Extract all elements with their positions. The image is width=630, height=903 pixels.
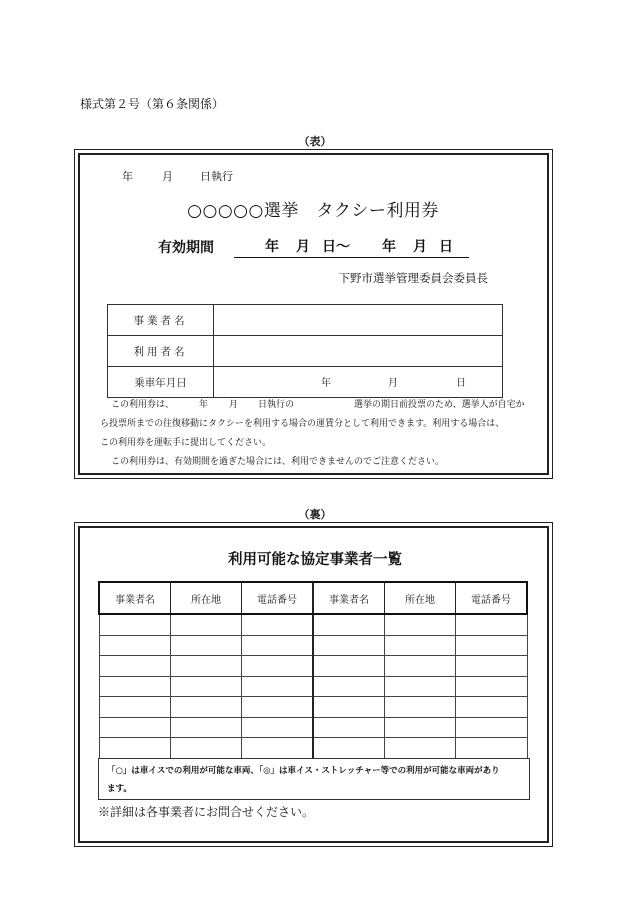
notice-line-1e: 選挙の期日前投票のため、選挙人が自宅か xyxy=(354,400,525,410)
table-cell[interactable] xyxy=(313,697,385,718)
table-cell[interactable] xyxy=(313,635,385,656)
table-row xyxy=(99,656,527,677)
vehicle-legend xyxy=(98,758,530,800)
table-row xyxy=(99,614,527,635)
legend-line-2: ます。 xyxy=(107,784,132,794)
operator-name-field[interactable] xyxy=(214,305,503,336)
ride-day-label: 日 xyxy=(456,378,466,389)
table-cell[interactable] xyxy=(313,656,385,677)
notice-line-1d: 日執行の xyxy=(258,400,295,410)
table-cell[interactable] xyxy=(456,656,528,677)
table-cell[interactable] xyxy=(313,676,385,697)
operator-name-label: 事業者名 xyxy=(108,305,214,336)
ride-year-label: 年 xyxy=(321,378,331,389)
table-cell[interactable] xyxy=(456,697,528,718)
table-cell[interactable] xyxy=(385,697,456,718)
table-cell[interactable] xyxy=(99,697,171,718)
table-row xyxy=(108,305,503,336)
table-cell[interactable] xyxy=(99,676,171,697)
validity-start-day: 日～ xyxy=(322,239,350,255)
validity-start-month: 月 xyxy=(296,239,310,255)
table-cell[interactable] xyxy=(456,614,528,635)
table-cell[interactable] xyxy=(99,717,171,738)
notice-line-3: この利用券を運転手に提出してください。 xyxy=(100,438,272,448)
ride-month-label: 月 xyxy=(388,378,398,389)
operators-table xyxy=(98,581,528,759)
validity-label: 有効期間 xyxy=(158,240,214,256)
issue-month-label: 月 xyxy=(162,170,173,183)
table-cell[interactable] xyxy=(99,738,171,759)
table-row xyxy=(108,367,503,398)
notice-line-1c: 月 xyxy=(229,400,239,410)
notice-line-4: この利用券は、有効期間を過ぎた場合には、利用できませんのでご注意ください。 xyxy=(111,457,445,467)
table-cell[interactable] xyxy=(385,656,456,677)
table-row xyxy=(99,717,527,738)
table-cell[interactable] xyxy=(385,676,456,697)
form-number: 様式第２号（第６条関係） xyxy=(80,97,225,111)
table-cell[interactable] xyxy=(99,614,171,635)
user-name-field[interactable] xyxy=(214,336,503,367)
legend-line-1: 「○」は車イスでの利用が可能な車両、「◎」は車イス・ストレッチャー等での利用が可能な車両があり xyxy=(107,766,500,776)
table-cell[interactable] xyxy=(242,656,314,677)
table-cell[interactable] xyxy=(171,676,242,697)
issue-day-label: 日執行 xyxy=(200,170,233,183)
column-operator-name: 事業者名 xyxy=(99,582,171,614)
table-cell[interactable] xyxy=(99,656,171,677)
table-cell[interactable] xyxy=(171,697,242,718)
table-cell[interactable] xyxy=(313,738,385,759)
ticket-info-table xyxy=(107,304,503,398)
table-row xyxy=(108,336,503,367)
table-cell[interactable] xyxy=(242,635,314,656)
table-cell[interactable] xyxy=(171,614,242,635)
table-row xyxy=(99,676,527,697)
table-row xyxy=(99,635,527,656)
notice-line-1b: 年 xyxy=(199,400,209,410)
table-row xyxy=(99,697,527,718)
table-header-row xyxy=(99,582,527,614)
table-cell[interactable] xyxy=(242,697,314,718)
table-cell[interactable] xyxy=(385,738,456,759)
validity-period xyxy=(234,236,469,258)
validity-end-day: 日 xyxy=(439,239,453,255)
table-cell[interactable] xyxy=(385,614,456,635)
table-cell[interactable] xyxy=(171,738,242,759)
validity-end-year: 年 xyxy=(382,239,396,255)
table-cell[interactable] xyxy=(313,717,385,738)
notice-line-2: ら投票所までの往復移動にタクシーを利用する場合の運賃分として利用できます。利用する場合は、 xyxy=(100,419,505,429)
column-operator-name-2: 事業者名 xyxy=(313,582,385,614)
table-cell[interactable] xyxy=(456,738,528,759)
table-row xyxy=(99,738,527,759)
table-cell[interactable] xyxy=(171,656,242,677)
ticket-title: ○○○○○選挙 タクシー利用券 xyxy=(187,201,439,221)
contact-footnote: ※詳細は各事業者にお問合せください。 xyxy=(98,805,315,819)
operators-list-title: 利用可能な協定事業者一覧 xyxy=(228,552,402,568)
table-cell[interactable] xyxy=(385,635,456,656)
user-name-label: 利用者名 xyxy=(108,336,214,367)
validity-end-month: 月 xyxy=(413,239,427,255)
table-cell[interactable] xyxy=(242,676,314,697)
back-side-label: （裏） xyxy=(298,508,332,521)
table-cell[interactable] xyxy=(242,717,314,738)
column-address-2: 所在地 xyxy=(385,582,456,614)
table-cell[interactable] xyxy=(456,676,528,697)
table-cell[interactable] xyxy=(456,717,528,738)
table-cell[interactable] xyxy=(242,614,314,635)
column-phone-2: 電話番号 xyxy=(456,582,528,614)
ride-date-label: 乗車年月日 xyxy=(108,367,214,398)
table-cell[interactable] xyxy=(456,635,528,656)
notice-line-1a: この利用券は、 xyxy=(111,400,175,410)
table-cell[interactable] xyxy=(171,635,242,656)
column-phone: 電話番号 xyxy=(242,582,314,614)
issue-year-label: 年 xyxy=(122,170,133,183)
issue-date xyxy=(122,168,233,184)
table-cell[interactable] xyxy=(99,635,171,656)
table-cell[interactable] xyxy=(385,717,456,738)
table-cell[interactable] xyxy=(171,717,242,738)
table-cell[interactable] xyxy=(313,614,385,635)
column-address: 所在地 xyxy=(171,582,242,614)
table-cell[interactable] xyxy=(242,738,314,759)
validity-start-year: 年 xyxy=(265,239,279,255)
issuer-name: 下野市選挙管理委員会委員長 xyxy=(338,271,488,285)
front-side-label: （表） xyxy=(298,135,332,148)
